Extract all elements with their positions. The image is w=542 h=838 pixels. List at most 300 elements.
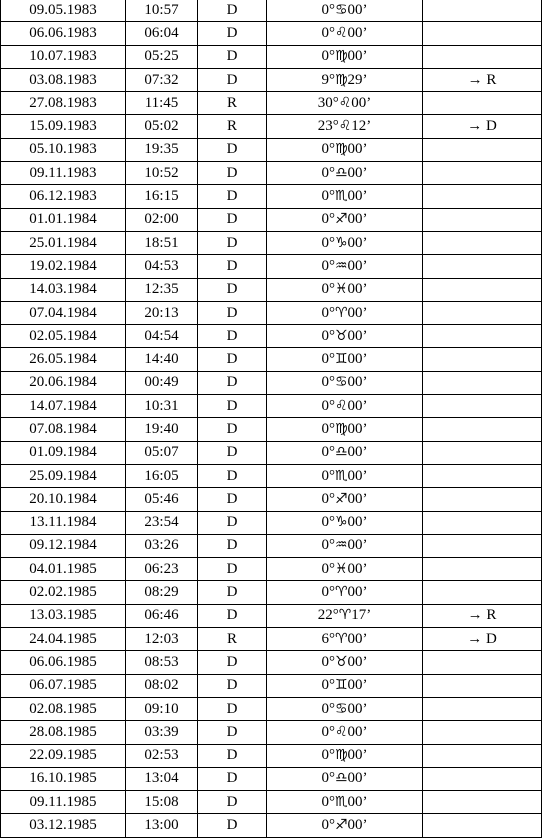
- position-cell: [267, 348, 423, 371]
- table-row: [1, 208, 542, 231]
- degree-value: 0°: [321, 723, 335, 740]
- time-cell: 04:54: [126, 325, 198, 348]
- position-cell: [267, 185, 423, 208]
- time-cell: 13:00: [126, 814, 198, 837]
- zodiac-sign-icon: ♓: [334, 281, 348, 298]
- station-note-cell: [423, 395, 542, 418]
- time-cell: 10:57: [126, 0, 198, 22]
- date-cell: 14.07.1984: [1, 395, 126, 418]
- date-cell: 01.01.1984: [1, 208, 126, 231]
- table-row: [1, 348, 542, 371]
- degree-value: 30°: [317, 94, 339, 111]
- table-row: [1, 301, 542, 324]
- motion-cell: D: [198, 418, 267, 441]
- date-cell: 02.08.1985: [1, 697, 126, 720]
- table-row: [1, 744, 542, 767]
- zodiac-sign-icon: ♉: [334, 653, 348, 670]
- position-cell: [267, 441, 423, 464]
- position-cell: [267, 395, 423, 418]
- degree-value: 0°: [321, 817, 335, 834]
- time-cell: 03:39: [126, 721, 198, 744]
- station-note-cell: [423, 721, 542, 744]
- date-cell: 13.11.1984: [1, 511, 126, 534]
- minute-value: 00’: [351, 94, 372, 111]
- table-row: [1, 0, 542, 22]
- minute-value: 00’: [347, 304, 368, 321]
- date-cell: 25.09.1984: [1, 464, 126, 487]
- time-cell: 15:08: [126, 791, 198, 814]
- station-note-cell: [423, 558, 542, 581]
- date-cell: 15.09.1983: [1, 115, 126, 138]
- zodiac-sign-icon: ♌: [334, 24, 348, 41]
- position-cell: [267, 115, 423, 138]
- zodiac-sign-icon: ♋: [334, 700, 348, 717]
- motion-cell: D: [198, 348, 267, 371]
- motion-cell: D: [198, 464, 267, 487]
- minute-value: 00’: [347, 560, 368, 577]
- motion-cell: D: [198, 138, 267, 161]
- minute-value: 00’: [347, 24, 368, 41]
- station-note-cell: [423, 92, 542, 115]
- date-cell: 25.01.1984: [1, 231, 126, 254]
- minute-value: 00’: [347, 420, 368, 437]
- degree-value: 0°: [321, 490, 335, 507]
- minute-value: 00’: [347, 677, 368, 694]
- station-note-cell: → D: [423, 628, 542, 651]
- zodiac-sign-icon: ♊: [334, 351, 348, 368]
- motion-cell: D: [198, 255, 267, 278]
- time-cell: 20:13: [126, 301, 198, 324]
- zodiac-sign-icon: ♈: [334, 630, 348, 647]
- date-cell: 03.08.1983: [1, 68, 126, 91]
- time-cell: 18:51: [126, 231, 198, 254]
- position-cell: [267, 162, 423, 185]
- station-note-cell: [423, 791, 542, 814]
- minute-value: 00’: [347, 1, 368, 18]
- position-cell: [267, 488, 423, 511]
- table-row: [1, 185, 542, 208]
- time-cell: 11:45: [126, 92, 198, 115]
- motion-cell: D: [198, 604, 267, 627]
- degree-value: 6°: [321, 630, 335, 647]
- table-row: [1, 651, 542, 674]
- time-cell: 13:04: [126, 767, 198, 790]
- minute-value: 00’: [347, 817, 368, 834]
- table-row: [1, 721, 542, 744]
- time-cell: 00:49: [126, 371, 198, 394]
- time-cell: 12:03: [126, 628, 198, 651]
- table-row: [1, 325, 542, 348]
- station-note-cell: → D: [423, 115, 542, 138]
- table-row: [1, 45, 542, 68]
- motion-cell: D: [198, 511, 267, 534]
- ephemeris-table-body: [1, 0, 542, 837]
- position-cell: [267, 22, 423, 45]
- time-cell: 09:10: [126, 697, 198, 720]
- motion-cell: R: [198, 628, 267, 651]
- degree-value: 0°: [321, 257, 335, 274]
- date-cell: 28.08.1985: [1, 721, 126, 744]
- position-cell: [267, 0, 423, 22]
- minute-value: 00’: [347, 584, 368, 601]
- time-cell: 14:40: [126, 348, 198, 371]
- station-note-cell: [423, 208, 542, 231]
- minute-value: 00’: [347, 374, 368, 391]
- degree-value: 0°: [321, 327, 335, 344]
- position-cell: [267, 604, 423, 627]
- date-cell: 09.11.1983: [1, 162, 126, 185]
- minute-value: 00’: [347, 281, 368, 298]
- position-cell: [267, 651, 423, 674]
- motion-cell: D: [198, 441, 267, 464]
- motion-cell: R: [198, 92, 267, 115]
- minute-value: 00’: [347, 257, 368, 274]
- table-row: [1, 791, 542, 814]
- motion-cell: D: [198, 185, 267, 208]
- station-note-cell: [423, 767, 542, 790]
- degree-value: 0°: [321, 281, 335, 298]
- motion-cell: D: [198, 674, 267, 697]
- date-cell: 07.08.1984: [1, 418, 126, 441]
- degree-value: 0°: [321, 141, 335, 158]
- minute-value: 00’: [347, 164, 368, 181]
- motion-cell: D: [198, 301, 267, 324]
- date-cell: 06.06.1985: [1, 651, 126, 674]
- station-note-cell: → R: [423, 604, 542, 627]
- time-cell: 08:53: [126, 651, 198, 674]
- date-cell: 07.04.1984: [1, 301, 126, 324]
- zodiac-sign-icon: ♌: [338, 94, 352, 111]
- date-cell: 26.05.1984: [1, 348, 126, 371]
- table-row: [1, 697, 542, 720]
- station-note-cell: [423, 581, 542, 604]
- time-cell: 05:25: [126, 45, 198, 68]
- date-cell: 02.05.1984: [1, 325, 126, 348]
- station-note-cell: [423, 231, 542, 254]
- minute-value: 12’: [351, 118, 372, 135]
- time-cell: 05:46: [126, 488, 198, 511]
- station-note-cell: [423, 22, 542, 45]
- table-row: [1, 371, 542, 394]
- zodiac-sign-icon: ♎: [334, 444, 348, 461]
- table-row: [1, 814, 542, 837]
- position-cell: [267, 697, 423, 720]
- motion-cell: D: [198, 697, 267, 720]
- zodiac-sign-icon: ♊: [334, 677, 348, 694]
- zodiac-sign-icon: ♍: [334, 420, 348, 437]
- zodiac-sign-icon: ♐: [334, 817, 348, 834]
- minute-value: 00’: [347, 537, 368, 554]
- station-note-cell: [423, 255, 542, 278]
- degree-value: 0°: [321, 1, 335, 18]
- station-note-cell: [423, 0, 542, 22]
- station-note-cell: → R: [423, 68, 542, 91]
- motion-cell: D: [198, 814, 267, 837]
- zodiac-sign-icon: ♍: [334, 747, 348, 764]
- zodiac-sign-icon: ♈: [334, 584, 348, 601]
- motion-cell: D: [198, 278, 267, 301]
- position-cell: [267, 325, 423, 348]
- position-cell: [267, 744, 423, 767]
- degree-value: 0°: [321, 653, 335, 670]
- station-note-cell: [423, 697, 542, 720]
- degree-value: 0°: [321, 770, 335, 787]
- table-row: [1, 558, 542, 581]
- motion-cell: D: [198, 162, 267, 185]
- zodiac-sign-icon: ♍: [334, 48, 348, 65]
- date-cell: 05.10.1983: [1, 138, 126, 161]
- minute-value: 00’: [347, 467, 368, 484]
- table-row: [1, 488, 542, 511]
- date-cell: 19.02.1984: [1, 255, 126, 278]
- time-cell: 16:15: [126, 185, 198, 208]
- time-cell: 12:35: [126, 278, 198, 301]
- station-note-cell: [423, 814, 542, 837]
- motion-cell: D: [198, 371, 267, 394]
- table-row: [1, 534, 542, 557]
- degree-value: 0°: [321, 514, 335, 531]
- degree-value: 0°: [321, 24, 335, 41]
- motion-cell: D: [198, 22, 267, 45]
- table-row: [1, 767, 542, 790]
- motion-cell: D: [198, 581, 267, 604]
- minute-value: 00’: [347, 723, 368, 740]
- minute-value: 00’: [347, 770, 368, 787]
- position-cell: [267, 231, 423, 254]
- station-note-cell: [423, 138, 542, 161]
- minute-value: 00’: [347, 630, 368, 647]
- degree-value: 0°: [321, 537, 335, 554]
- zodiac-sign-icon: ♍: [334, 71, 348, 88]
- minute-value: 00’: [347, 234, 368, 251]
- zodiac-sign-icon: ♉: [334, 327, 348, 344]
- minute-value: 00’: [347, 700, 368, 717]
- minute-value: 00’: [347, 351, 368, 368]
- time-cell: 19:40: [126, 418, 198, 441]
- time-cell: 05:07: [126, 441, 198, 464]
- position-cell: [267, 558, 423, 581]
- table-row: [1, 231, 542, 254]
- station-note-cell: [423, 674, 542, 697]
- station-note-cell: [423, 162, 542, 185]
- degree-value: 0°: [321, 584, 335, 601]
- date-cell: 14.03.1984: [1, 278, 126, 301]
- date-cell: 24.04.1985: [1, 628, 126, 651]
- degree-value: 0°: [321, 397, 335, 414]
- degree-value: 0°: [321, 374, 335, 391]
- position-cell: [267, 92, 423, 115]
- table-row: [1, 511, 542, 534]
- table-row: [1, 395, 542, 418]
- station-note-cell: [423, 371, 542, 394]
- motion-cell: R: [198, 115, 267, 138]
- zodiac-sign-icon: ♎: [334, 164, 348, 181]
- station-note-cell: [423, 348, 542, 371]
- time-cell: 08:02: [126, 674, 198, 697]
- date-cell: 06.12.1983: [1, 185, 126, 208]
- time-cell: 19:35: [126, 138, 198, 161]
- date-cell: 13.03.1985: [1, 604, 126, 627]
- motion-cell: D: [198, 208, 267, 231]
- degree-value: 23°: [317, 118, 339, 135]
- zodiac-sign-icon: ♑: [334, 514, 348, 531]
- minute-value: 00’: [347, 747, 368, 764]
- time-cell: 05:02: [126, 115, 198, 138]
- station-note-cell: [423, 441, 542, 464]
- station-note-cell: [423, 301, 542, 324]
- minute-value: 00’: [347, 793, 368, 810]
- degree-value: 0°: [321, 164, 335, 181]
- position-cell: [267, 767, 423, 790]
- position-cell: [267, 208, 423, 231]
- date-cell: 10.07.1983: [1, 45, 126, 68]
- date-cell: 27.08.1983: [1, 92, 126, 115]
- degree-value: 0°: [321, 48, 335, 65]
- station-note-cell: [423, 185, 542, 208]
- table-row: [1, 604, 542, 627]
- zodiac-sign-icon: ♏: [334, 188, 348, 205]
- position-cell: [267, 814, 423, 837]
- table-row: [1, 255, 542, 278]
- time-cell: 06:23: [126, 558, 198, 581]
- minute-value: 00’: [347, 397, 368, 414]
- position-cell: [267, 68, 423, 91]
- date-cell: 03.12.1985: [1, 814, 126, 837]
- station-note-cell: [423, 534, 542, 557]
- zodiac-sign-icon: ♌: [338, 118, 352, 135]
- degree-value: 0°: [321, 560, 335, 577]
- time-cell: 23:54: [126, 511, 198, 534]
- table-row: [1, 581, 542, 604]
- date-cell: 09.11.1985: [1, 791, 126, 814]
- motion-cell: D: [198, 721, 267, 744]
- zodiac-sign-icon: ♍: [334, 141, 348, 158]
- motion-cell: D: [198, 395, 267, 418]
- minute-value: 00’: [347, 514, 368, 531]
- motion-cell: D: [198, 651, 267, 674]
- zodiac-sign-icon: ♏: [334, 793, 348, 810]
- date-cell: 20.06.1984: [1, 371, 126, 394]
- position-cell: [267, 138, 423, 161]
- motion-cell: D: [198, 534, 267, 557]
- table-row: [1, 115, 542, 138]
- date-cell: 06.06.1983: [1, 22, 126, 45]
- degree-value: 0°: [321, 747, 335, 764]
- table-row: [1, 92, 542, 115]
- minute-value: 00’: [347, 653, 368, 670]
- position-cell: [267, 511, 423, 534]
- station-note-cell: [423, 488, 542, 511]
- table-row: [1, 674, 542, 697]
- zodiac-sign-icon: ♐: [334, 211, 348, 228]
- table-row: [1, 464, 542, 487]
- degree-value: 0°: [321, 351, 335, 368]
- motion-cell: D: [198, 744, 267, 767]
- time-cell: 02:53: [126, 744, 198, 767]
- degree-value: 0°: [321, 234, 335, 251]
- minute-value: 00’: [347, 211, 368, 228]
- position-cell: [267, 464, 423, 487]
- motion-cell: D: [198, 791, 267, 814]
- time-cell: 10:52: [126, 162, 198, 185]
- date-cell: 04.01.1985: [1, 558, 126, 581]
- minute-value: 00’: [347, 188, 368, 205]
- position-cell: [267, 534, 423, 557]
- time-cell: 10:31: [126, 395, 198, 418]
- time-cell: 07:32: [126, 68, 198, 91]
- minute-value: 29’: [347, 71, 368, 88]
- degree-value: 0°: [321, 304, 335, 321]
- degree-value: 0°: [321, 211, 335, 228]
- degree-value: 0°: [321, 677, 335, 694]
- zodiac-sign-icon: ♑: [334, 234, 348, 251]
- table-row: [1, 418, 542, 441]
- degree-value: 0°: [321, 793, 335, 810]
- motion-cell: D: [198, 325, 267, 348]
- position-cell: [267, 721, 423, 744]
- minute-value: 00’: [347, 327, 368, 344]
- degree-value: 0°: [321, 467, 335, 484]
- zodiac-sign-icon: ♌: [334, 397, 348, 414]
- position-cell: [267, 581, 423, 604]
- zodiac-sign-icon: ♒: [334, 537, 348, 554]
- position-cell: [267, 418, 423, 441]
- station-note-cell: [423, 278, 542, 301]
- zodiac-sign-icon: ♏: [334, 467, 348, 484]
- motion-cell: D: [198, 45, 267, 68]
- station-note-cell: [423, 418, 542, 441]
- date-cell: 06.07.1985: [1, 674, 126, 697]
- position-cell: [267, 278, 423, 301]
- position-cell: [267, 628, 423, 651]
- minute-value: 17’: [351, 607, 372, 624]
- table-row: [1, 22, 542, 45]
- date-cell: 20.10.1984: [1, 488, 126, 511]
- motion-cell: D: [198, 767, 267, 790]
- station-note-cell: [423, 325, 542, 348]
- table-row: [1, 68, 542, 91]
- station-note-cell: [423, 464, 542, 487]
- degree-value: 0°: [321, 444, 335, 461]
- motion-cell: D: [198, 558, 267, 581]
- zodiac-sign-icon: ♓: [334, 560, 348, 577]
- minute-value: 00’: [347, 48, 368, 65]
- date-cell: 09.12.1984: [1, 534, 126, 557]
- station-note-cell: [423, 651, 542, 674]
- degree-value: 22°: [317, 607, 339, 624]
- time-cell: 06:04: [126, 22, 198, 45]
- motion-cell: D: [198, 231, 267, 254]
- time-cell: 16:05: [126, 464, 198, 487]
- time-cell: 04:53: [126, 255, 198, 278]
- position-cell: [267, 371, 423, 394]
- date-cell: 02.02.1985: [1, 581, 126, 604]
- motion-cell: D: [198, 0, 267, 22]
- zodiac-sign-icon: ♒: [334, 257, 348, 274]
- time-cell: 06:46: [126, 604, 198, 627]
- minute-value: 00’: [347, 141, 368, 158]
- motion-cell: D: [198, 488, 267, 511]
- table-row: [1, 278, 542, 301]
- zodiac-sign-icon: ♋: [334, 374, 348, 391]
- position-cell: [267, 301, 423, 324]
- degree-value: 0°: [321, 188, 335, 205]
- date-cell: 22.09.1985: [1, 744, 126, 767]
- time-cell: 03:26: [126, 534, 198, 557]
- motion-cell: D: [198, 68, 267, 91]
- station-note-cell: [423, 45, 542, 68]
- zodiac-sign-icon: ♈: [334, 304, 348, 321]
